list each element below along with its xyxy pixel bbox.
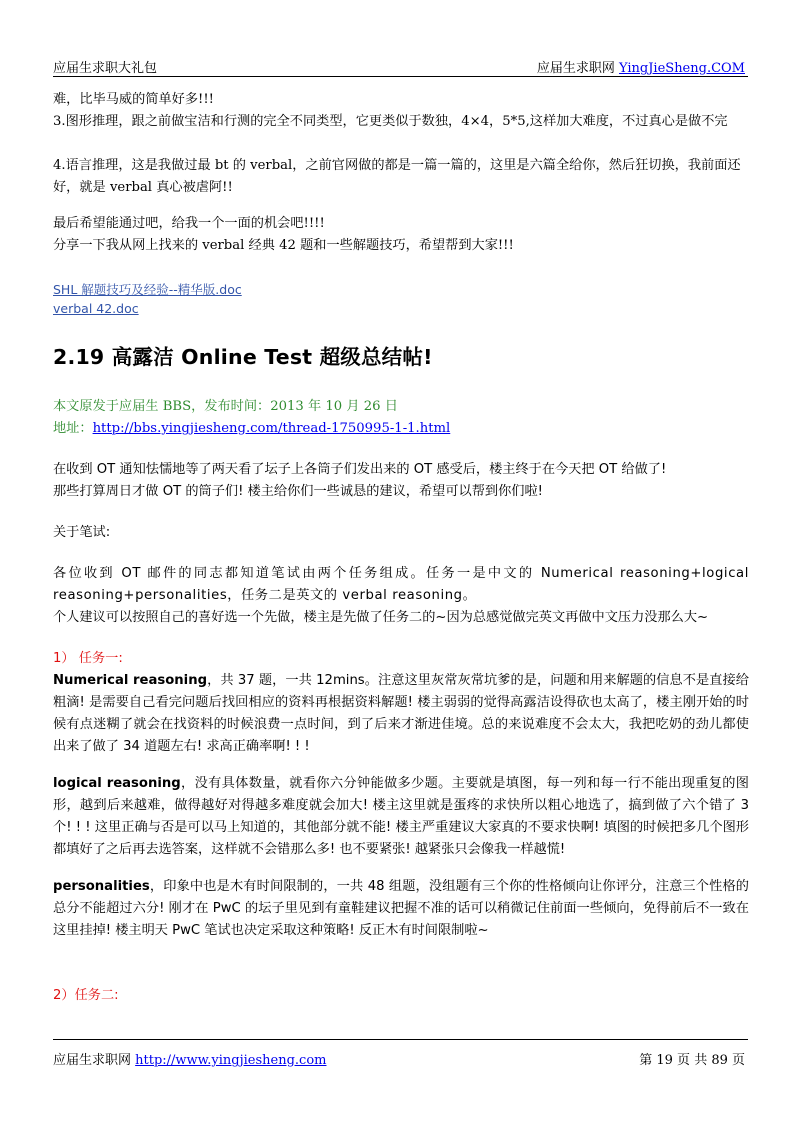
- personalities-text: ，印象中也是木有时间限制的，一共 48 组题，没组题有三个你的性格倾向让你评分，注意三个性格的总分不能超过六分! 刚才在 PwC 的坛子里见到有童鞋建议把握不准的话可以稍微记住前面一些倾向，免得前后不一致在这里挂掉! 楼主明天 PwC 笔试也决定采取这种策略! 反正木有时间限制啦~: [53, 879, 749, 938]
- body-paragraph-1b: 那些打算周日才做 OT 的筒子们! 楼主给你们一些诚恳的建议，希望可以帮到你们啦!: [53, 484, 543, 499]
- body-paragraph-3b: 个人建议可以按照自己的喜好选一个先做，楼主是先做了任务二的~因为总感觉做完英文再做中文压力没那么大~: [53, 610, 709, 625]
- intro-line-2: 3.图形推理，跟之前做宝洁和行测的完全不同类型，它更类似于数独，4×4，5*5,这样加大难度，不过真心是做不完: [53, 114, 728, 129]
- address-line: [53, 418, 749, 440]
- header-right: [537, 57, 745, 76]
- numerical-text: ，共 37 题，一共 12mins。注意这里灰常灰常坑爹的是，问题和用来解题的信息不是直接给粗滴! 是需要自己看完问题后找回相应的资料再根据资料解题! 楼主弱弱的觉得高露洁设得砍也太高了，楼主刚开始的时候有点迷糊了就会在找资料的时候浪费一点时间，到了后来才渐进佳境。总的来说难度不会太大，我把吃奶的劲儿都使出来了做了 34 道题左右! 求高正确率啊! ! !: [53, 673, 749, 754]
- logical-text: ，没有具体数量，就看你六分钟能做多少题。主要就是填图，每一列和每一行不能出现重复的图形，越到后来越难，做得越好对得越多难度就会加大! 楼主这里就是蛋疼的求快所以粗心地选了，搞到做了六个错了 3 个! ! ! 这里正确与否是可以马上知道的，其他部分就不能! 楼主严重建议大家真的不要求快啊! 填图的时候把多几个图形都填好了之后再去选答案，这样就不会错那么多! 也不要紧张! 越紧张只会像我一样越慌!: [53, 776, 749, 857]
- address-url-link[interactable]: http://bbs.yingjiesheng.com/thread-1750995-1-1.html: [92, 421, 451, 436]
- logical-paragraph: [53, 773, 749, 861]
- footer-left: [53, 1049, 326, 1068]
- header-left-title: 应届生求职大礼包: [53, 61, 158, 76]
- page-number: 第 19 页 共 89 页: [639, 1053, 745, 1068]
- header-rule: [53, 76, 748, 77]
- numerical-paragraph: [53, 670, 749, 758]
- personalities-paragraph: [53, 876, 749, 942]
- footer-rule: [53, 1039, 748, 1040]
- header-site-link[interactable]: YingJieSheng.COM: [619, 61, 745, 76]
- numerical-keyword: Numerical reasoning: [53, 673, 208, 688]
- intro-line-3: 4.语言推理，这是我做过最 bt 的 verbal，之前官网做的都是一篇一篇的，这里是六篇全给你，然后狂切换，我前面还好，就是 verbal 真心被虐阿!!: [53, 158, 741, 195]
- body-paragraph-1a: 在收到 OT 通知怯懦地等了两天看了坛子上各筒子们发出来的 OT 感受后，楼主终于在今天把 OT 给做了!: [53, 462, 667, 477]
- source-line: 本文原发于应届生 BBS，发布时间：2013 年 10 月 26 日: [53, 399, 398, 414]
- attachment-link-shl[interactable]: SHL 解题技巧及经验--精华版.doc: [53, 282, 242, 297]
- header-site-name: 应届生求职网: [536, 61, 620, 76]
- footer-site-link[interactable]: http://www.yingjiesheng.com: [135, 1053, 327, 1068]
- attachment-link-verbal[interactable]: verbal 42.doc: [53, 301, 139, 316]
- personalities-keyword: personalities: [53, 879, 150, 894]
- address-label: 地址：: [53, 421, 93, 436]
- task1-heading: 1） 任务一:: [53, 651, 123, 666]
- section-title: 2.19 高露洁 Online Test 超级总结帖!: [53, 345, 433, 369]
- intro-line-1: 难，比毕马威的简单好多!!!: [53, 92, 214, 107]
- logical-keyword: logical reasoning: [53, 776, 181, 791]
- intro-line-4: 最后希望能通过吧，给我一个一面的机会吧!!!!: [53, 216, 325, 231]
- footer-site-name: 应届生求职网: [53, 1053, 136, 1068]
- body-paragraph-2: 关于笔试:: [53, 525, 111, 540]
- body-paragraph-3a: 各位收到 OT 邮件的同志都知道笔试由两个任务组成。任务一是中文的 Numerical reasoning+logical reasoning+personalities，任务二是英文的 verbal reasoning。: [53, 566, 749, 603]
- task2-heading: 2）任务二:: [53, 988, 119, 1003]
- intro-line-5: 分享一下我从网上找来的 verbal 经典 42 题和一些解题技巧，希望帮到大家!!!: [53, 238, 514, 253]
